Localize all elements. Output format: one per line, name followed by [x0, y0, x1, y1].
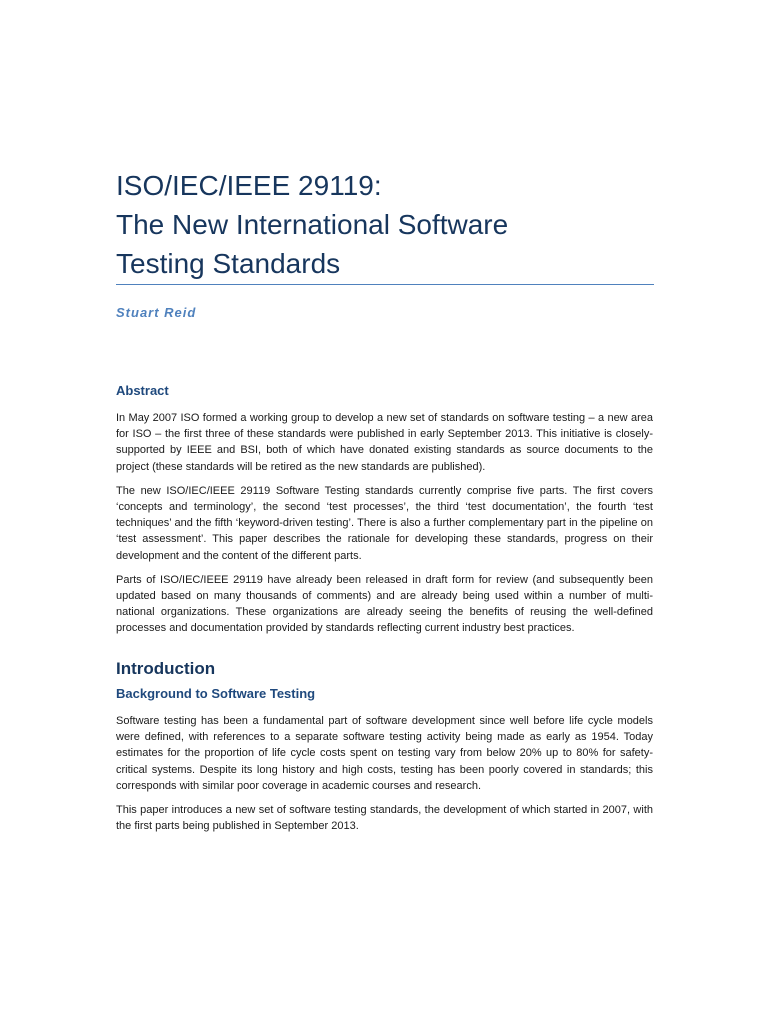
- abstract-section: [116, 382, 653, 645]
- title-line-1: ISO/IEC/IEEE 29119:: [116, 170, 382, 201]
- introduction-paragraph-2: This paper introduces a new set of software testing standards, the development of which started in 2007, with the first parts being published in September 2013.: [116, 804, 653, 833]
- abstract-paragraph-2: The new ISO/IEC/IEEE 29119 Software Testing standards currently comprise five parts. The first covers ‘concepts and terminology’, the second ‘test processes’, the third ‘test documentation’, the fourth ‘test techniques’ and the fifth ‘keyword-driven testing’. There is also a further complementary part in the pipeline on ‘test assessment’. This paper describes the rationale for developing these standards, progress on their development and the content of the different parts.: [116, 484, 653, 562]
- title-line-2: The New International Software: [116, 209, 509, 240]
- introduction-paragraph-1: Software testing has been a fundamental part of software development since well before life cycle models were defined, with references to a separate software testing activity being made as early as 1954. Today estimates for the proportion of life cycle costs spent on testing vary from below 20% up to 80% for safety-critical systems. Despite its long history and high costs, testing has been poorly covered in standards; this corresponds with similar poor coverage in academic courses and research.: [116, 715, 653, 792]
- title-divider: [116, 284, 654, 285]
- abstract-paragraph-1: In May 2007 ISO formed a working group to develop a new set of standards on software testing – a new area for ISO – the first three of these standards were published in early September 2013. This initiative is closely-supported by IEEE and BSI, both of which have donated existing standards as source documents to the project (these standards will be retired as the new standards are published).: [116, 412, 653, 473]
- document-title: [116, 166, 653, 283]
- abstract-heading: Abstract: [116, 383, 169, 398]
- introduction-section: [116, 657, 653, 842]
- author-name: Stuart Reid: [116, 305, 197, 320]
- introduction-heading: Introduction: [116, 659, 216, 678]
- background-subheading: Background to Software Testing: [116, 686, 316, 701]
- title-line-3: Testing Standards: [116, 248, 341, 279]
- abstract-paragraph-3: Parts of ISO/IEC/IEEE 29119 have already been released in draft form for review (and subsequently been updated based on many thousands of comments) and are already being used within a number of multi-national organizations. These organizations are already seeing the benefits of reusing the well-defined processes and documentation provided by standards reflecting current industry best practices.: [116, 573, 653, 635]
